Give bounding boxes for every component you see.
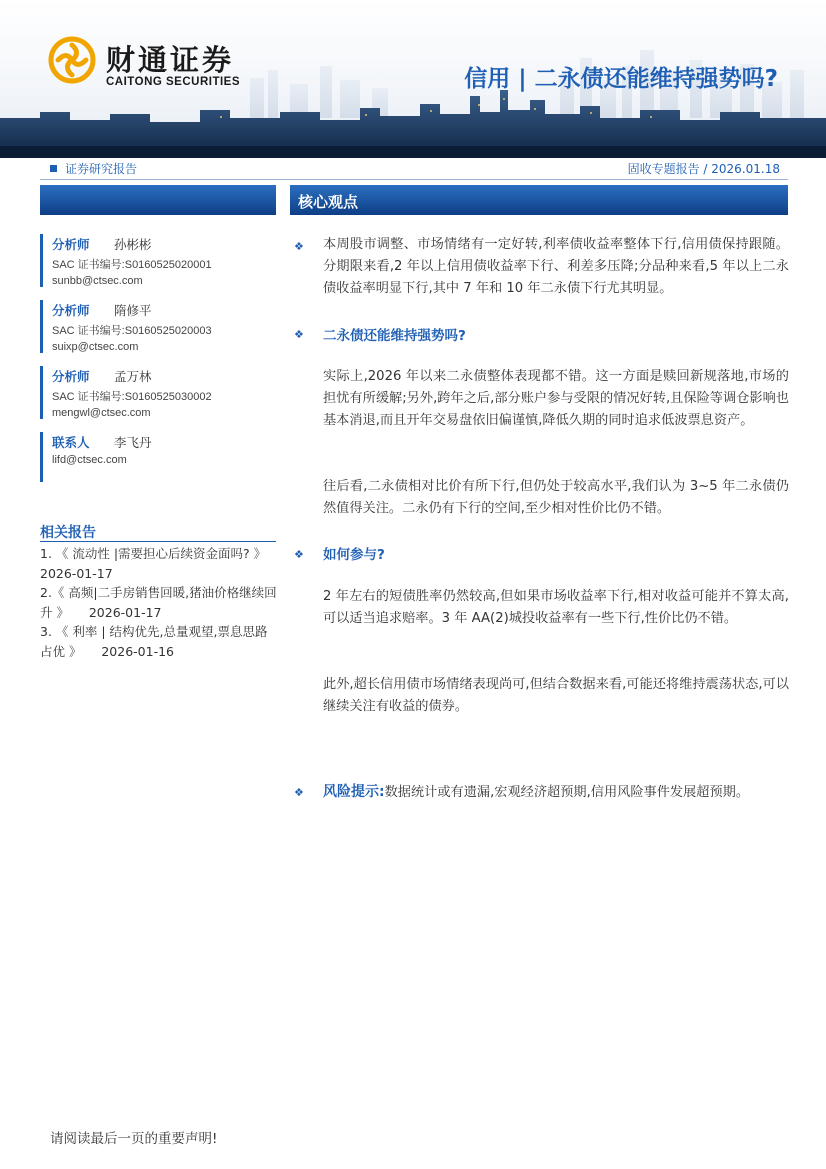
related-report-text: 2.《 高频|二手房销售回暖,猪油价格继续回升 》 [40, 585, 277, 620]
logo-name-en: CAITONG SECURITIES [106, 76, 241, 88]
square-bullet-icon [50, 165, 57, 172]
core-view-title: 核心观点 [298, 193, 359, 211]
analyst-name: 孟万林 [114, 369, 152, 384]
report-title: 信用 | 二永债还能维持强势吗? [464, 66, 778, 92]
related-report-date: 2026-01-17 [88, 604, 162, 620]
summary-paragraph: 本周股市调整、市场情绪有一定好转,利率债收益率整体下行,信用债保持跟随。分期限来看,2 年以上信用债收益率下行、利差多压降;分品种来看,5 年以上二永债收益率明显下行,其中 7 年和 10 年二永债下行尤其明显。 [323, 237, 789, 296]
section-heading-participation: 如何参与? [323, 547, 385, 563]
contact-name: 李飞丹 [114, 435, 152, 450]
contact-email[interactable]: lifd@ctsec.com [52, 454, 127, 466]
risk-label: 风险提示: [323, 784, 385, 800]
diamond-bullet-icon: ❖ [294, 240, 304, 253]
related-report-text: 3. 《 利率 | 结构优先,总量观望,票息思路占优 》 [40, 624, 268, 659]
related-report-item[interactable] [40, 622, 278, 661]
analyst-name: 孙彬彬 [114, 237, 152, 252]
analyst-card [40, 366, 276, 419]
sidebar-header-bar [40, 185, 276, 215]
caitong-logo-icon [48, 36, 96, 84]
report-type-label [50, 160, 137, 177]
risk-text: 数据统计或有遗漏,宏观经济超预期,信用风险事件发展超预期。 [384, 785, 750, 800]
risk-warning [323, 781, 803, 801]
company-logo [48, 36, 248, 96]
core-view-header [290, 185, 788, 215]
related-report-text: 1. 《 流动性 |需要担心后续资金面吗? 》 [40, 546, 267, 561]
report-category-date: 固收专题报告 / 2026.01.18 [627, 162, 780, 176]
analyst-sac: SAC 证书编号:S0160525020003 [52, 325, 212, 337]
analyst-email[interactable]: suixp@ctsec.com [52, 341, 139, 353]
body-paragraph: 实际上,2026 年以来二永债整体表现都不错。这一方面是赎回新规落地,市场的担忧有所缓解;另外,跨年之后,部分账户参与受限的情况好转,且保险等调仓影响也基本消退,而且开年交易盘依旧偏谨慎,降低久期的同时追求低波票息资产。 [323, 369, 789, 428]
diamond-bullet-icon: ❖ [294, 328, 304, 341]
diamond-bullet-icon: ❖ [294, 548, 304, 561]
body-paragraph: 此外,超长信用债市场情绪表现尚可,但结合数据来看,可能还将维持震荡状态,可以继续关注有收益的债券。 [323, 677, 789, 714]
logo-name-cn: 财通证券 [106, 43, 235, 77]
related-report-item[interactable] [40, 544, 278, 583]
analyst-sac: SAC 证书编号:S0160525020001 [52, 259, 212, 271]
related-report-item[interactable] [40, 583, 278, 622]
disclaimer-footer: 请阅读最后一页的重要声明! [50, 1131, 218, 1147]
contact-card [40, 432, 276, 482]
analyst-sac: SAC 证书编号:S0160525030002 [52, 391, 212, 403]
header-banner [0, 0, 826, 158]
related-reports-title: 相关报告 [40, 525, 96, 541]
analyst-name: 隋修平 [114, 303, 152, 318]
analyst-role: 分析师 [52, 237, 90, 252]
analyst-card [40, 300, 276, 353]
analyst-card [40, 234, 276, 287]
analyst-role: 分析师 [52, 303, 90, 318]
report-type-text: 证券研究报告 [65, 162, 138, 176]
analyst-role: 分析师 [52, 369, 90, 384]
contact-role: 联系人 [52, 435, 90, 450]
related-reports-list [40, 544, 278, 661]
related-reports-divider [40, 541, 276, 542]
related-report-date: 2026-01-17 [40, 565, 113, 581]
body-paragraph: 往后看,二永债相对比价有所下行,但仍处于较高水平,我们认为 3~5 年二永债仍然值得关注。二永仍有下行的空间,至少相对性价比仍不错。 [323, 479, 789, 516]
related-report-date: 2026-01-16 [101, 643, 175, 659]
body-paragraph: 2 年左右的短债胜率仍然较高,但如果市场收益率下行,相对收益可能并不算太高,可以适当追求赔率。3 年 AA(2)城投收益率有一些下行,性价比仍不错。 [323, 589, 789, 626]
analyst-email[interactable]: mengwl@ctsec.com [52, 407, 151, 419]
analyst-email[interactable]: sunbb@ctsec.com [52, 275, 143, 287]
diamond-bullet-icon: ❖ [294, 786, 304, 799]
subheader-divider [40, 179, 788, 180]
section-heading-strength: 二永债还能维持强势吗? [323, 328, 466, 344]
